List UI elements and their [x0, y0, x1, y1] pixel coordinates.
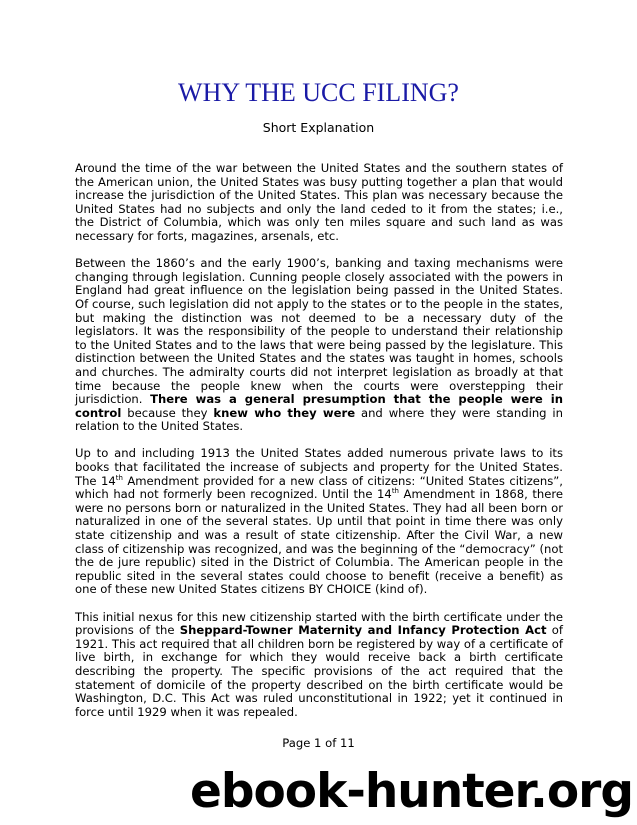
paragraph-3-text-a: Up to and including 1913 the United States added numerous private laws to its books that facilitated the increase of subjects and property for the United States. The 14 — [75, 446, 563, 488]
paragraph-3-text-b: Amendment provided for a new class of citizens: “United States citizens”, which had not formerly been recognized. Until the 14 — [75, 473, 563, 502]
paragraph-3-text-c: Amendment in 1868, there were no persons born or naturalized in the United States. They had all been born or naturalized in one of the several states. Up until that point in time there was only state citizenship and was a result of state citizenship. After the Civil War, a new class of citizenship was recognized, and was the beginning of the “democracy” (not the de jure republic) sited in the District of Columbia. The American people in the republic sited in the several states could choose to benefit (receive a benefit) as one of these new United States citizens BY CHOICE (kind of). — [75, 487, 563, 597]
paragraph-2-bold-knew: knew who they were — [213, 405, 356, 420]
watermark-logo: ebook-hunter.org — [189, 764, 633, 819]
paragraph-2-text-e: and where they were standing in relation to the United States. — [75, 405, 564, 434]
paragraph-4 — [75, 611, 563, 720]
paragraph-2 — [75, 257, 563, 434]
paragraph-2-bold-presumption: There was a general presumption that the people were in control — [75, 392, 563, 420]
superscript-th: th — [115, 473, 123, 482]
paragraph-1: Around the time of the war between the United States and the southern states of the American union, the United States was busy putting together a plan that would increase the jurisdiction of the United States. This plan was necessary because the United States had no subjects and only the land ceded to it from the states; i.e., the District of Columbia, which was only ten miles square and such land as was necessary for forts, magazines, arsenals, etc. — [75, 161, 563, 243]
document-subtitle: Short Explanation — [262, 120, 375, 135]
superscript-th: th — [391, 487, 399, 496]
paragraph-4-text-b: of 1921. This act required that all children born be registered by way of a certificate of live birth, in exchange for which they would receive back a birth certificate describing the property. The specific provisions of the act required that the statement of domicile of the property described on the birth certificate would be Washington, D.C. This Act was ruled unconstitutional in 1922; yet it continued in force until 1929 when it was repealed. — [75, 623, 563, 719]
paragraph-4-bold-act: Sheppard-Towner Maternity and Infancy Protection Act — [179, 623, 547, 638]
document-body — [75, 162, 563, 733]
paragraph-2-text-c: because they — [121, 405, 214, 420]
paragraph-2-text-a: Between the 1860’s and the early 1900’s, banking and taxing mechanisms were changing through legislation. Cunning people closely associated with the powers in England had great influence on the legislation being passed in the United States. Of course, such legislation did not apply to the states or to the people in the states, but making the distinction was not deemed to be a necessary duty of the legislators. It was the responsibility of the people to understand their relationship to the United States and to the laws that were being passed by the legislature. This distinction between the United States and the states was taught in homes, schools and churches. The admiralty courts did not interpret legislation as broadly at that time because the people knew when the courts were overstepping their jurisdiction. — [75, 256, 563, 407]
page-number: Page 1 of 11 — [282, 736, 355, 750]
paragraph-4-text-a: This initial nexus for this new citizenship started with the birth certificate under the provisions of the — [75, 609, 563, 638]
document-title: WHY THE UCC FILING? — [178, 78, 459, 107]
paragraph-3 — [75, 447, 563, 597]
